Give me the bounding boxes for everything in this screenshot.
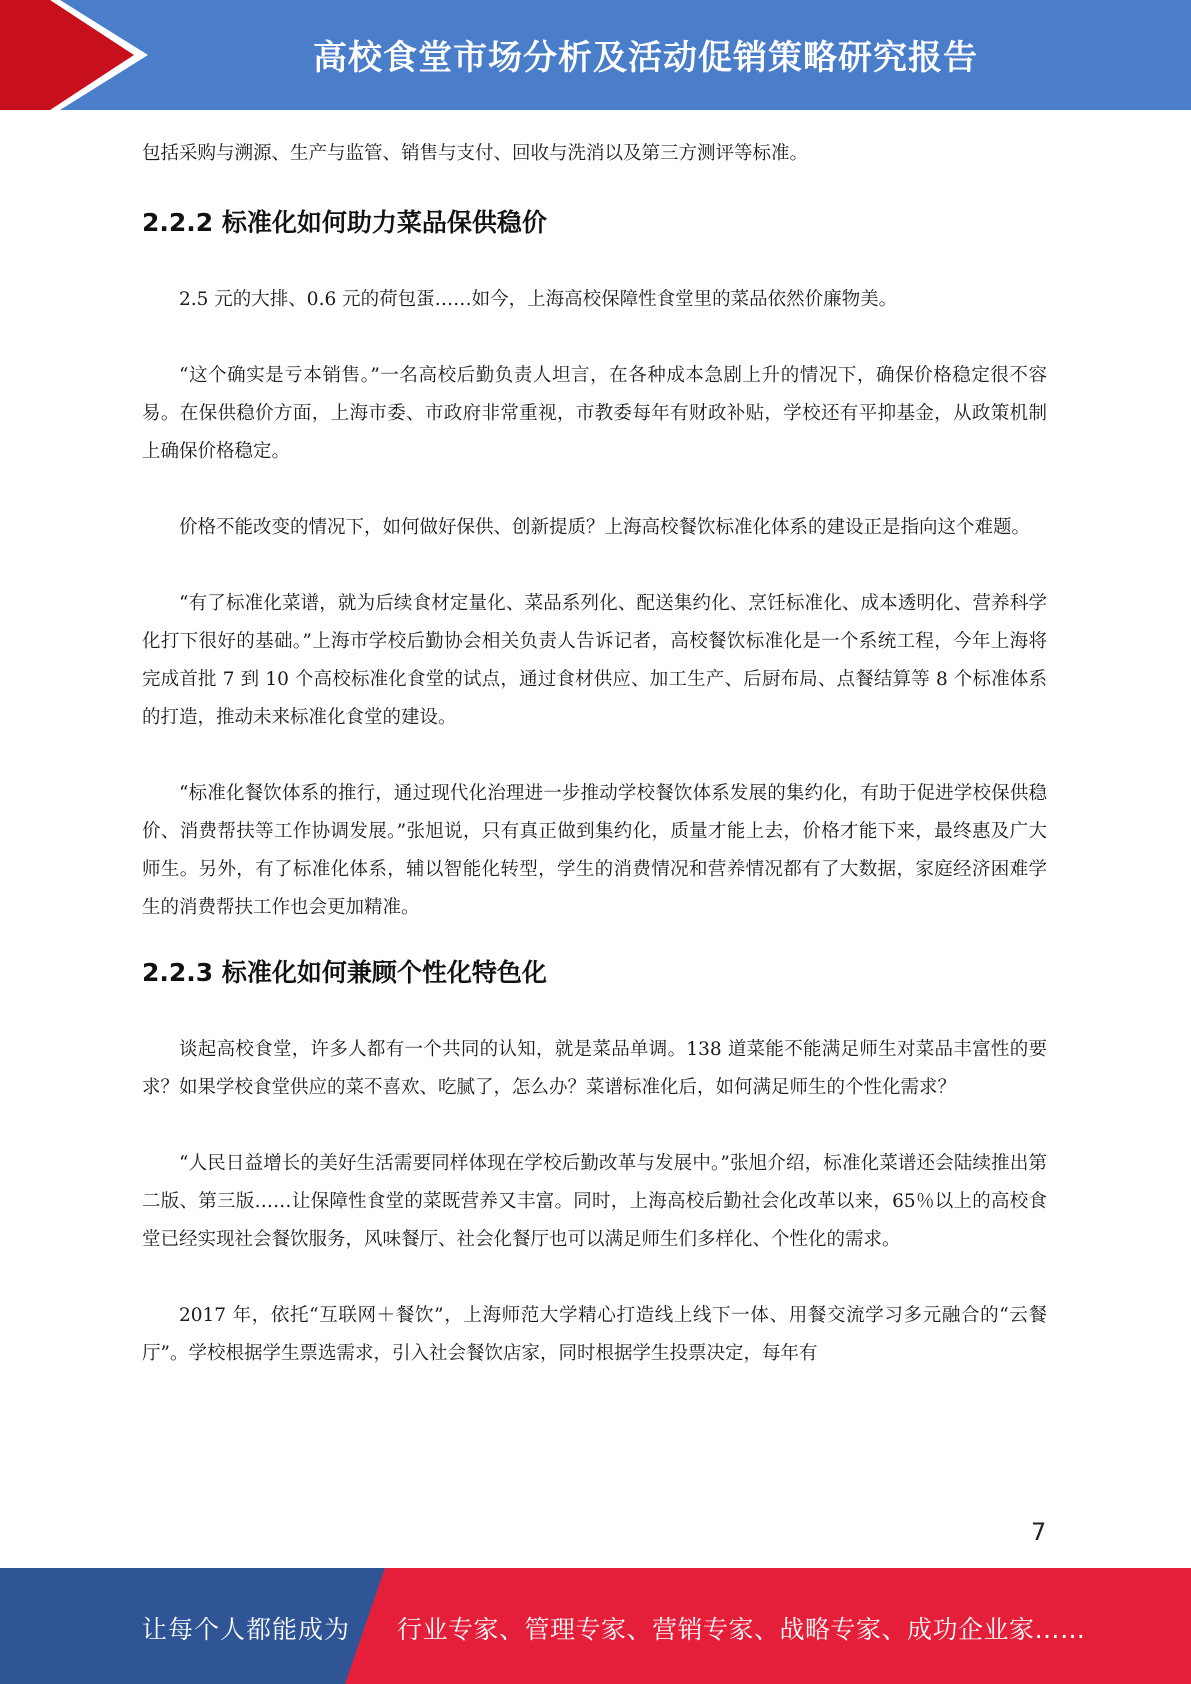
footer-slogan-left: 让每个人都能成为 bbox=[142, 1615, 351, 1644]
body-paragraph: 2017 年，依托“互联网＋餐饮”，上海师范大学精心打造线上线下一体、用餐交流学习多元融合的“云餐厅”。学校根据学生票选需求，引入社会餐饮店家，同时根据学生投票决定，每年有 bbox=[142, 1305, 1047, 1364]
page-footer bbox=[0, 1568, 1191, 1684]
body-paragraph: “这个确实是亏本销售。”一名高校后勤负责人坦言，在各种成本急剧上升的情况下，确保价格稳定很不容易。在保供稳价方面，上海市委、市政府非常重视，市教委每年有财政补贴，学校还有平抑基金，从政策机制上确保价格稳定。 bbox=[142, 365, 1047, 462]
body-paragraph: “人民日益增长的美好生活需要同样体现在学校后勤改革与发展中。”张旭介绍，标准化菜谱还会陆续推出第二版、第三版……让保障性食堂的菜既营养又丰富。同时，上海高校后勤社会化改革以来，65％以上的高校食堂已经实现社会餐饮服务，风味餐厅、社会化餐厅也可以满足师生们多样化、个性化的需求。 bbox=[142, 1153, 1047, 1250]
section-heading-2-2-3: 2.2.3 标准化如何兼顾个性化特色化 bbox=[142, 958, 547, 987]
section-heading-2-2-2: 2.2.2 标准化如何助力菜品保供稳价 bbox=[142, 208, 547, 237]
body-paragraph: 价格不能改变的情况下，如何做好保供、创新提质？上海高校餐饮标准化体系的建设正是指向这个难题。 bbox=[179, 517, 1031, 538]
page-number: 7 bbox=[1031, 1518, 1047, 1546]
footer-slogan-right: 行业专家、管理专家、营销专家、战略专家、成功企业家…… bbox=[397, 1615, 1086, 1644]
intro-paragraph: 包括采购与溯源、生产与监管、销售与支付、回收与洗消以及第三方测评等标准。 bbox=[142, 143, 809, 164]
body-paragraph: “标准化餐饮体系的推行，通过现代化治理进一步推动学校餐饮体系发展的集约化，有助于促进学校保供稳价、消费帮扶等工作协调发展。”张旭说，只有真正做到集约化，质量才能上去，价格才能下来，最终惠及广大师生。另外，有了标准化体系，辅以智能化转型，学生的消费情况和营养情况都有了大数据，家庭经济困难学生的消费帮扶工作也会更加精准。 bbox=[142, 783, 1047, 918]
body-paragraph: 2.5 元的大排、0.6 元的荷包蛋……如今，上海高校保障性食堂里的菜品依然价廉物美。 bbox=[179, 289, 898, 310]
report-title: 高校食堂市场分析及活动促销策略研究报告 bbox=[313, 38, 978, 78]
page-header bbox=[0, 0, 1191, 110]
body-paragraph: “有了标准化菜谱，就为后续食材定量化、菜品系列化、配送集约化、烹饪标准化、成本透明化、营养科学化打下很好的基础。”上海市学校后勤协会相关负责人告诉记者，高校餐饮标准化是一个系统工程，今年上海将完成首批 7 到 10 个高校标准化食堂的试点，通过食材供应、加工生产、后厨布局、点餐结算等 8 个标准体系的打造，推动未来标准化食堂的建设。 bbox=[142, 593, 1047, 728]
body-paragraph: 谈起高校食堂，许多人都有一个共同的认知，就是菜品单调。138 道菜能不能满足师生对菜品丰富性的要求？如果学校食堂供应的菜不喜欢、吃腻了，怎么办？菜谱标准化后，如何满足师生的个性化需求？ bbox=[142, 1039, 1047, 1098]
document-body bbox=[142, 135, 1047, 1373]
